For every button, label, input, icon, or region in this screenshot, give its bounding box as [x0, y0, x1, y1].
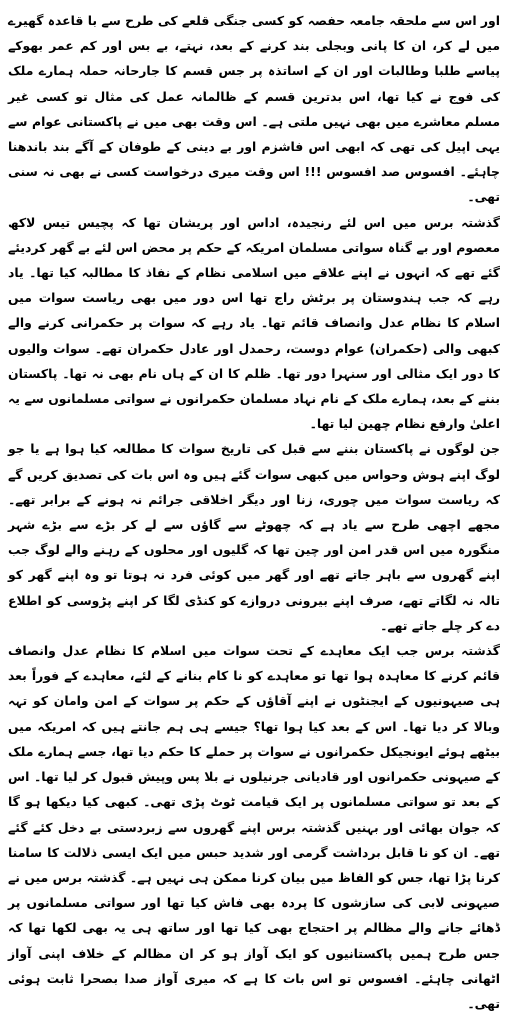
paragraph-3: جن لوگوں نے پاکستان بننے سے قبل کی تاریخ سوات کا مطالعہ کیا ہوا ہے یا جو لوگ اپنے ہوش وحواس میں کبھی سوات گئے ہیں وہ اس بات کی تصدیق کریں گے کہ ریاست سوات میں چوری، زنا اور دیگر اخلاقی جرائم نہ ہونے کے برابر تھے۔ مجھے اچھی طرح سے یاد ہے کہ چھوٹے سے گاؤں سے لے کر بڑے سے بڑے شہر منگورہ میں اس قدر امن اور چین تھا کہ گلیوں اور محلوں کے رہنے والے لوگ جب اپنے گھروں سے باہر جاتے تھے اور گھر میں کوئی فرد نہ ہوتا تو وہ اپنے گھر کو تالہ نہ لگاتے تھے، صرف اپنے بیرونی دروازے کو کنڈی لگا کر اپنے پڑوسی کو اطلاع دے کر چلے جاتے تھے۔	[8, 441, 500, 633]
paragraph-4: گذشتہ برس جب ایک معاہدے کے تحت سوات میں اسلام کا نظام عدل وانصاف قائم کرنے کا معاہدہ ہوا تھا تو معاہدے کو نا کام بنانے کے لئے، معاہدے کے فوراً بعد ہی صیہونیوں کے ایجنٹوں نے اپنے آقاؤں کے حکم پر سوات کے امن وامان کو تہہ وبالا کر دیا تھا۔ اس کے بعد کیا ہوا تھا؟ جیسے ہی ہم جانتے ہیں کہ امریکہ میں بیٹھے ہوئے ایونجیکل حکمرانوں نے سوات پر حملے کا حکم دیا تھا، جسے ہمارے ملک کے صیہونی حکمرانوں اور قادیانی جرنیلوں نے بلا پس وپیش قبول کر لیا تھا۔ اس کے بعد تو سواتی مسلمانوں پر ایک قیامت ٹوٹ پڑی تھی۔ کبھی کیا دیکھا ہو گا کہ جوان بھائی اور بہنیں گذشتہ برس اپنے گھروں سے زبردستی بے دخل کئے گئے تھے۔ ان کو نا قابل برداشت گرمی اور شدید حبس میں ایک ایسی ذلالت کا سامنا کرنا پڑا تھا، جس کو الفاظ میں بیان کرنا ممکن ہی نہیں ہے۔ گذشتہ برس میں نے صیہونی لابی کی سازشوں کا پردہ بھی فاش کیا تھا اور سواتی مسلمانوں پر ڈھائے جانے والے مظالم پر احتجاج بھی کیا تھا اور ساتھ ہی یہ بھی لکھا تھا کہ جس طرح ہمیں پاکستانیوں کو ایک آواز ہو کر ان مظالم کے خلاف اپنی آواز اٹھانی چاہئے۔ افسوس تو اس بات کا ہے کہ میری آواز صدا بصحرا ثابت ہوئی تھی۔	[8, 643, 500, 1011]
paragraph-1: اور اس سے ملحقہ جامعہ حفصہ کو کسی جنگی قلعے کی طرح سے با قاعدہ گھیرے میں لے کر، ان کا پانی وبجلی بند کرنے کے بعد، نہتے، بے بس اور کم عمر بھوکے پیاسے طلبا وطالبات اور ان کے اساتذہ پر جس قسم کا جارحانہ حملہ ہمارے ملک کی فوج نے کیا تھا، اس بدترین قسم کے ظالمانہ عمل کی مثال تو کسی غیر مسلم معاشرے میں بھی نہیں ملتی ہے۔ اس وقت بھی میں نے پاکستانی عوام سے یہی اپیل کی تھی کہ ابھی اس فاشزم اور بے دینی کے طوفان کے آگے بند باندھنا چاہئے۔ افسوس صد افسوس !!! اس وقت میری درخواست کسی نے بھی نہ سنی تھی۔	[8, 13, 500, 205]
paragraph-2: گذشتہ برس میں اس لئے رنجیدہ، اداس اور پریشان تھا کہ پچیس تیس لاکھ معصوم اور بے گناہ سواتی مسلمان امریکہ کے حکم پر محض اس لئے بے گھر کردیئے گئے تھے کہ انہوں نے اپنے علاقے میں اسلامی نظام کے نفاذ کا مطالبہ کیا تھا۔ یاد رہے کہ جب ہندوستان پر برٹش راج تھا اس دور میں بھی ریاست سوات میں اسلام کا نظام عدل وانصاف قائم تھا۔ یاد رہے کہ سوات پر حکمرانی کرنے والے کبھی والی (حکمران) عوام دوست، رحمدل اور عادل حکمران تھے۔ سوات والیوں کا دور ایک مثالی اور سنہرا دور تھا۔ ظلم کا ان کے ہاں نام بھی نہ تھا۔ پاکستان بننے کے بعد، ہمارے ملک کے نام نہاد مسلمان حکمرانوں نے سواتی مسلمانوں سے یہ اعلیٰ وارفع نظام چھین لیا تھا۔	[8, 214, 500, 432]
